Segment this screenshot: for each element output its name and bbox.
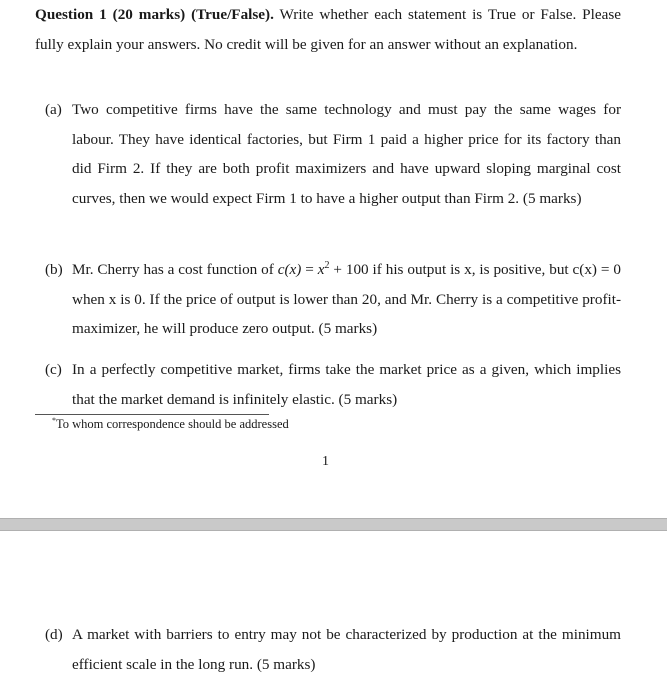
- cost-function-lhs: c(x): [277, 261, 302, 278]
- formula-constant: + 100: [329, 261, 369, 278]
- formula-variable: x: [317, 261, 325, 278]
- item-text: [72, 255, 621, 344]
- item-a: [35, 95, 621, 213]
- item-label: (a): [45, 101, 62, 118]
- question-instructions: Write whether each statement is True or False. Please fully explain your answers. No credit will be given for an answer without an explanation.: [35, 6, 621, 53]
- item-label: (c): [45, 361, 62, 378]
- item-text: A market with barriers to entry may not be characterized by production at the minimum efficient scale in the long run. (5 marks): [72, 626, 621, 673]
- item-text-before: Mr. Cherry has a cost function of: [72, 261, 278, 278]
- item-text: In a perfectly competitive market, firms take the market price as a given, which implies that the market demand is infinitely elastic. (5 marks): [72, 361, 621, 408]
- question-heading: Question 1 (20 marks) (True/False).: [35, 6, 274, 23]
- page-separator: [0, 518, 667, 531]
- footnote-mark: *: [52, 415, 56, 425]
- item-d: [35, 620, 621, 679]
- item-c: [35, 355, 621, 414]
- footnote-text: To whom correspondence should be addressed: [56, 417, 289, 431]
- item-b: [35, 255, 621, 344]
- question-intro: [35, 0, 621, 59]
- page-number: 1: [322, 454, 329, 469]
- item-text: Two competitive firms have the same technology and must pay the same wages for labour. They have identical factories, but Firm 1 paid a higher price for its factory than did Firm 2. If they are both profit maximizers and have upward sloping marginal cost curves, then we would expect Firm 1 to have a higher output than Firm 2. (5 marks): [72, 101, 621, 207]
- footnote: [52, 416, 289, 432]
- item-label: (b): [45, 261, 63, 278]
- footnote-divider: [35, 414, 269, 415]
- item-label: (d): [45, 626, 63, 643]
- formula-exponent: 2: [324, 259, 330, 271]
- item-text-after: if his output is x, is positive, but c(x) = 0 when x is 0. If the price of output is lower than 20, and Mr. Cherry is a competitive profit-maximizer, he will produce zero output. (5 marks): [72, 261, 621, 338]
- formula-equals: =: [301, 261, 318, 278]
